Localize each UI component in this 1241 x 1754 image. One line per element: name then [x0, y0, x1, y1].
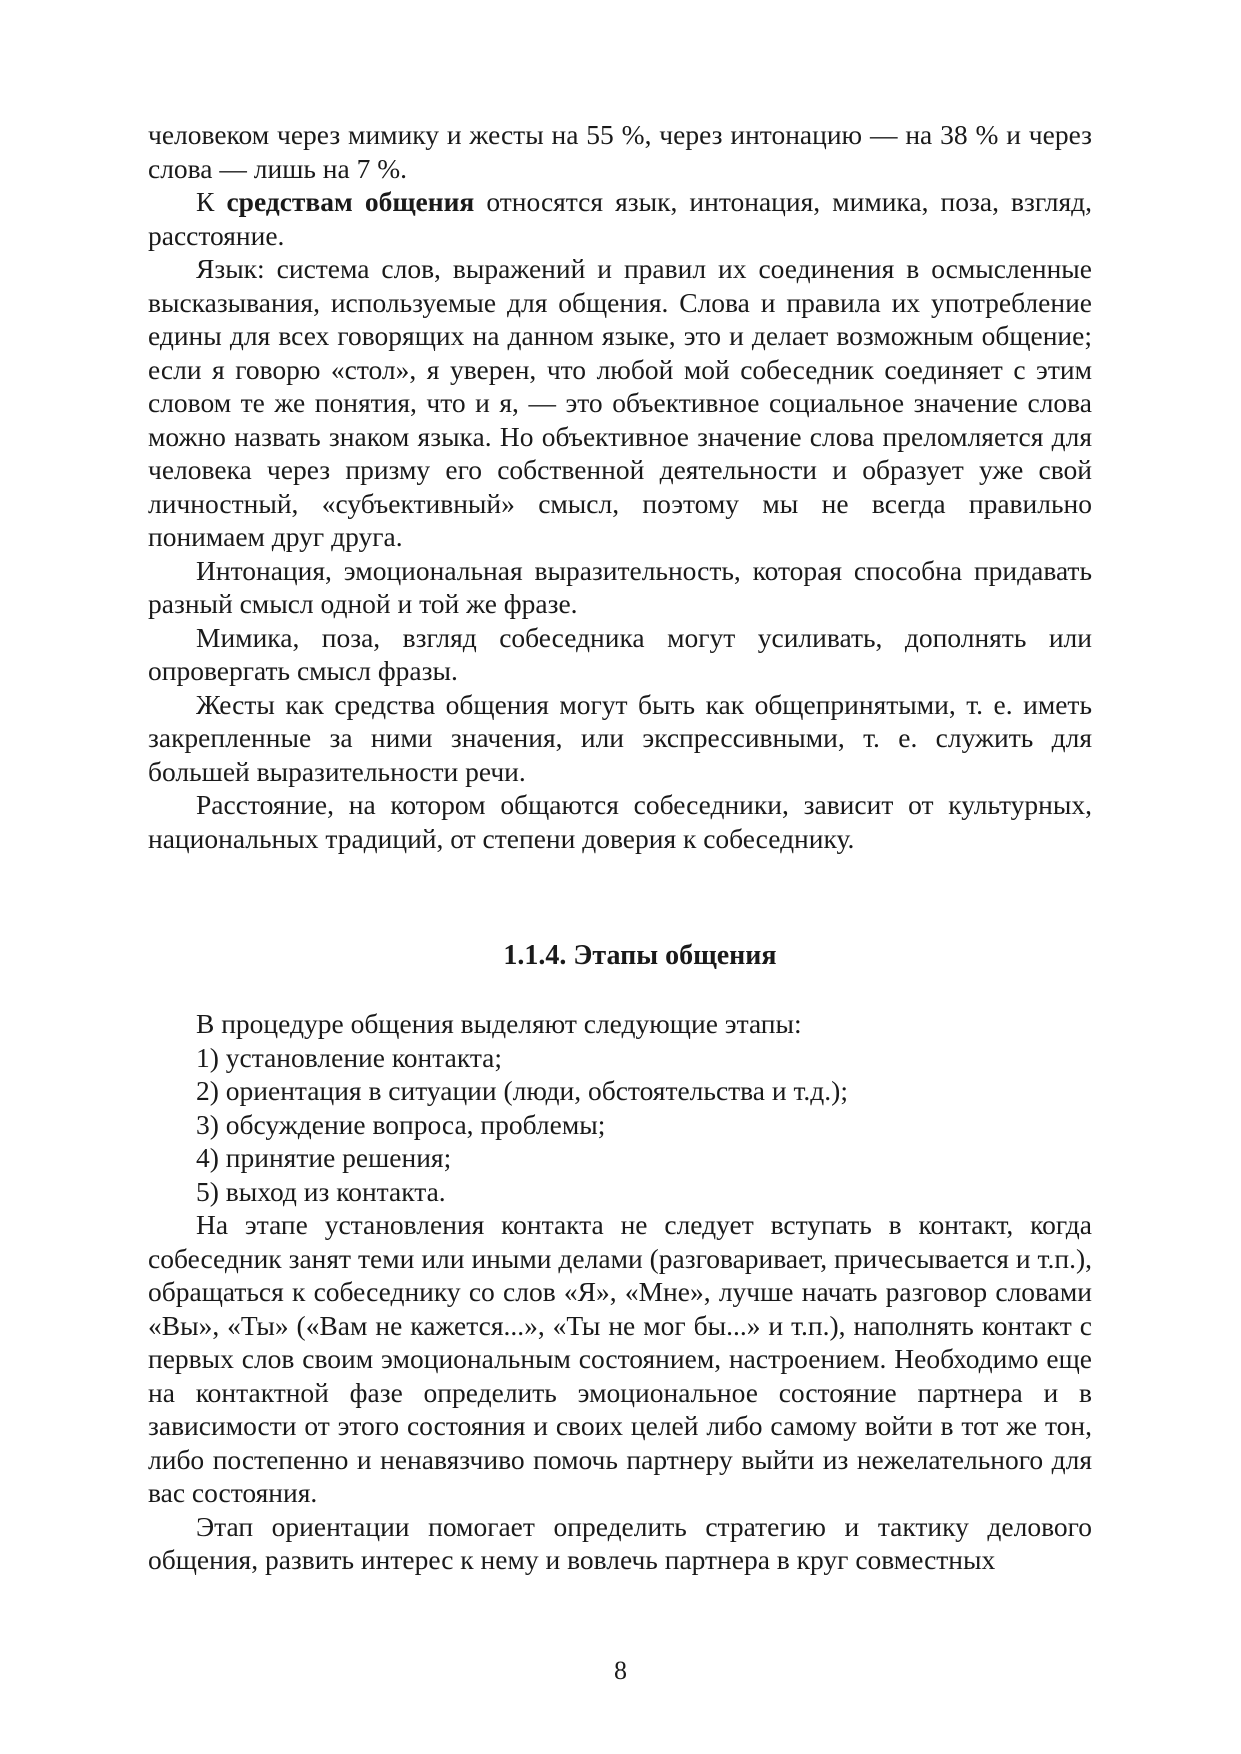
paragraph-orientation-stage: Этап ориентации помогает определить стратегию и тактику делового общения, развить интерес к нему и вовлечь партнера в круг совместных — [148, 1510, 1092, 1575]
paragraph-continuation: человеком через мимику и жесты на 55 %, через интонацию — на 38 % и через слова — лишь на 7 %. — [148, 119, 1092, 184]
paragraph-means-of-communication — [148, 185, 1092, 252]
stage-item: 1) установление контакта; — [196, 1041, 503, 1073]
means-bold-term: средствам общения — [226, 186, 475, 217]
means-after: относятся язык, интонация, мимика, поза, взгляд, расстояние. — [148, 186, 1092, 251]
stage-item: 4) принятие решения; — [196, 1142, 452, 1173]
means-before: К — [196, 186, 227, 217]
stages-intro: В процедуре общения выделяют следующие этапы: — [196, 1008, 802, 1039]
paragraph-intonation: Интонация, эмоциональная выразительность, которая способна придавать разный смысл одной и той же фразе. — [148, 554, 1092, 619]
section-heading: 1.1.4. Этапы общения — [503, 940, 777, 971]
paragraph-mimicry: Мимика, поза, взгляд собеседника могут усиливать, дополнять или опровергать смысл фразы. — [148, 621, 1092, 686]
paragraph-contact-stage: На этапе установления контакта не следует вступать в контакт, когда собеседник занят теми или иными делами (разговаривает, причесывается и т.п.), обращаться к собеседнику со слов «Я», «Мне», лучше начать разговор словами «Вы», «Ты» («Вам не кажется...», «Ты не мог бы...» и т.п.), наполнять контакт с первых слов своим эмоциональным состоянием, настроением. Необходимо еще на контактной фазе определить эмоциональное состояние партнера и в зависимости от этого состояния и своих целей либо самому войти в тот же тон, либо постепенно и ненавязчиво помочь партнеру выйти из нежелательного для вас состояния. — [148, 1209, 1092, 1508]
page-number: 8 — [614, 1656, 627, 1685]
document-page — [148, 118, 1092, 1577]
paragraph-language: Язык: система слов, выражений и правил их соединения в осмысленные высказывания, используемые для общения. Слова и правила их употребление едины для всех говорящих на данном языке, это и делает возможным общение; если я говорю «стол», я уверен, что любой мой собеседник соединяет с этим словом те же понятия, что и я, — это объективное социальное значение слова можно назвать знаком языка. Но объективное значение слова преломляется для человека через призму его собственной деятельности и образует уже свой личностный, «субъективный» смысл, поэтому мы не всегда правильно понимаем друг друга. — [148, 253, 1092, 552]
paragraph-gestures: Жесты как средства общения могут быть как общепринятыми, т. е. иметь закрепленные за ними значения, или экспрессивными, т. е. служить для большей выразительности речи. — [148, 688, 1092, 787]
stage-item: 2) ориентация в ситуации (люди, обстоятельства и т.д.); — [196, 1075, 848, 1106]
stage-item: 3) обсуждение вопроса, проблемы; — [196, 1108, 606, 1140]
stage-item: 5) выход из контакта. — [196, 1175, 446, 1207]
paragraph-distance: Расстояние, на котором общаются собеседники, зависит от культурных, национальных традиций, от степени доверия к собеседнику. — [148, 789, 1092, 854]
